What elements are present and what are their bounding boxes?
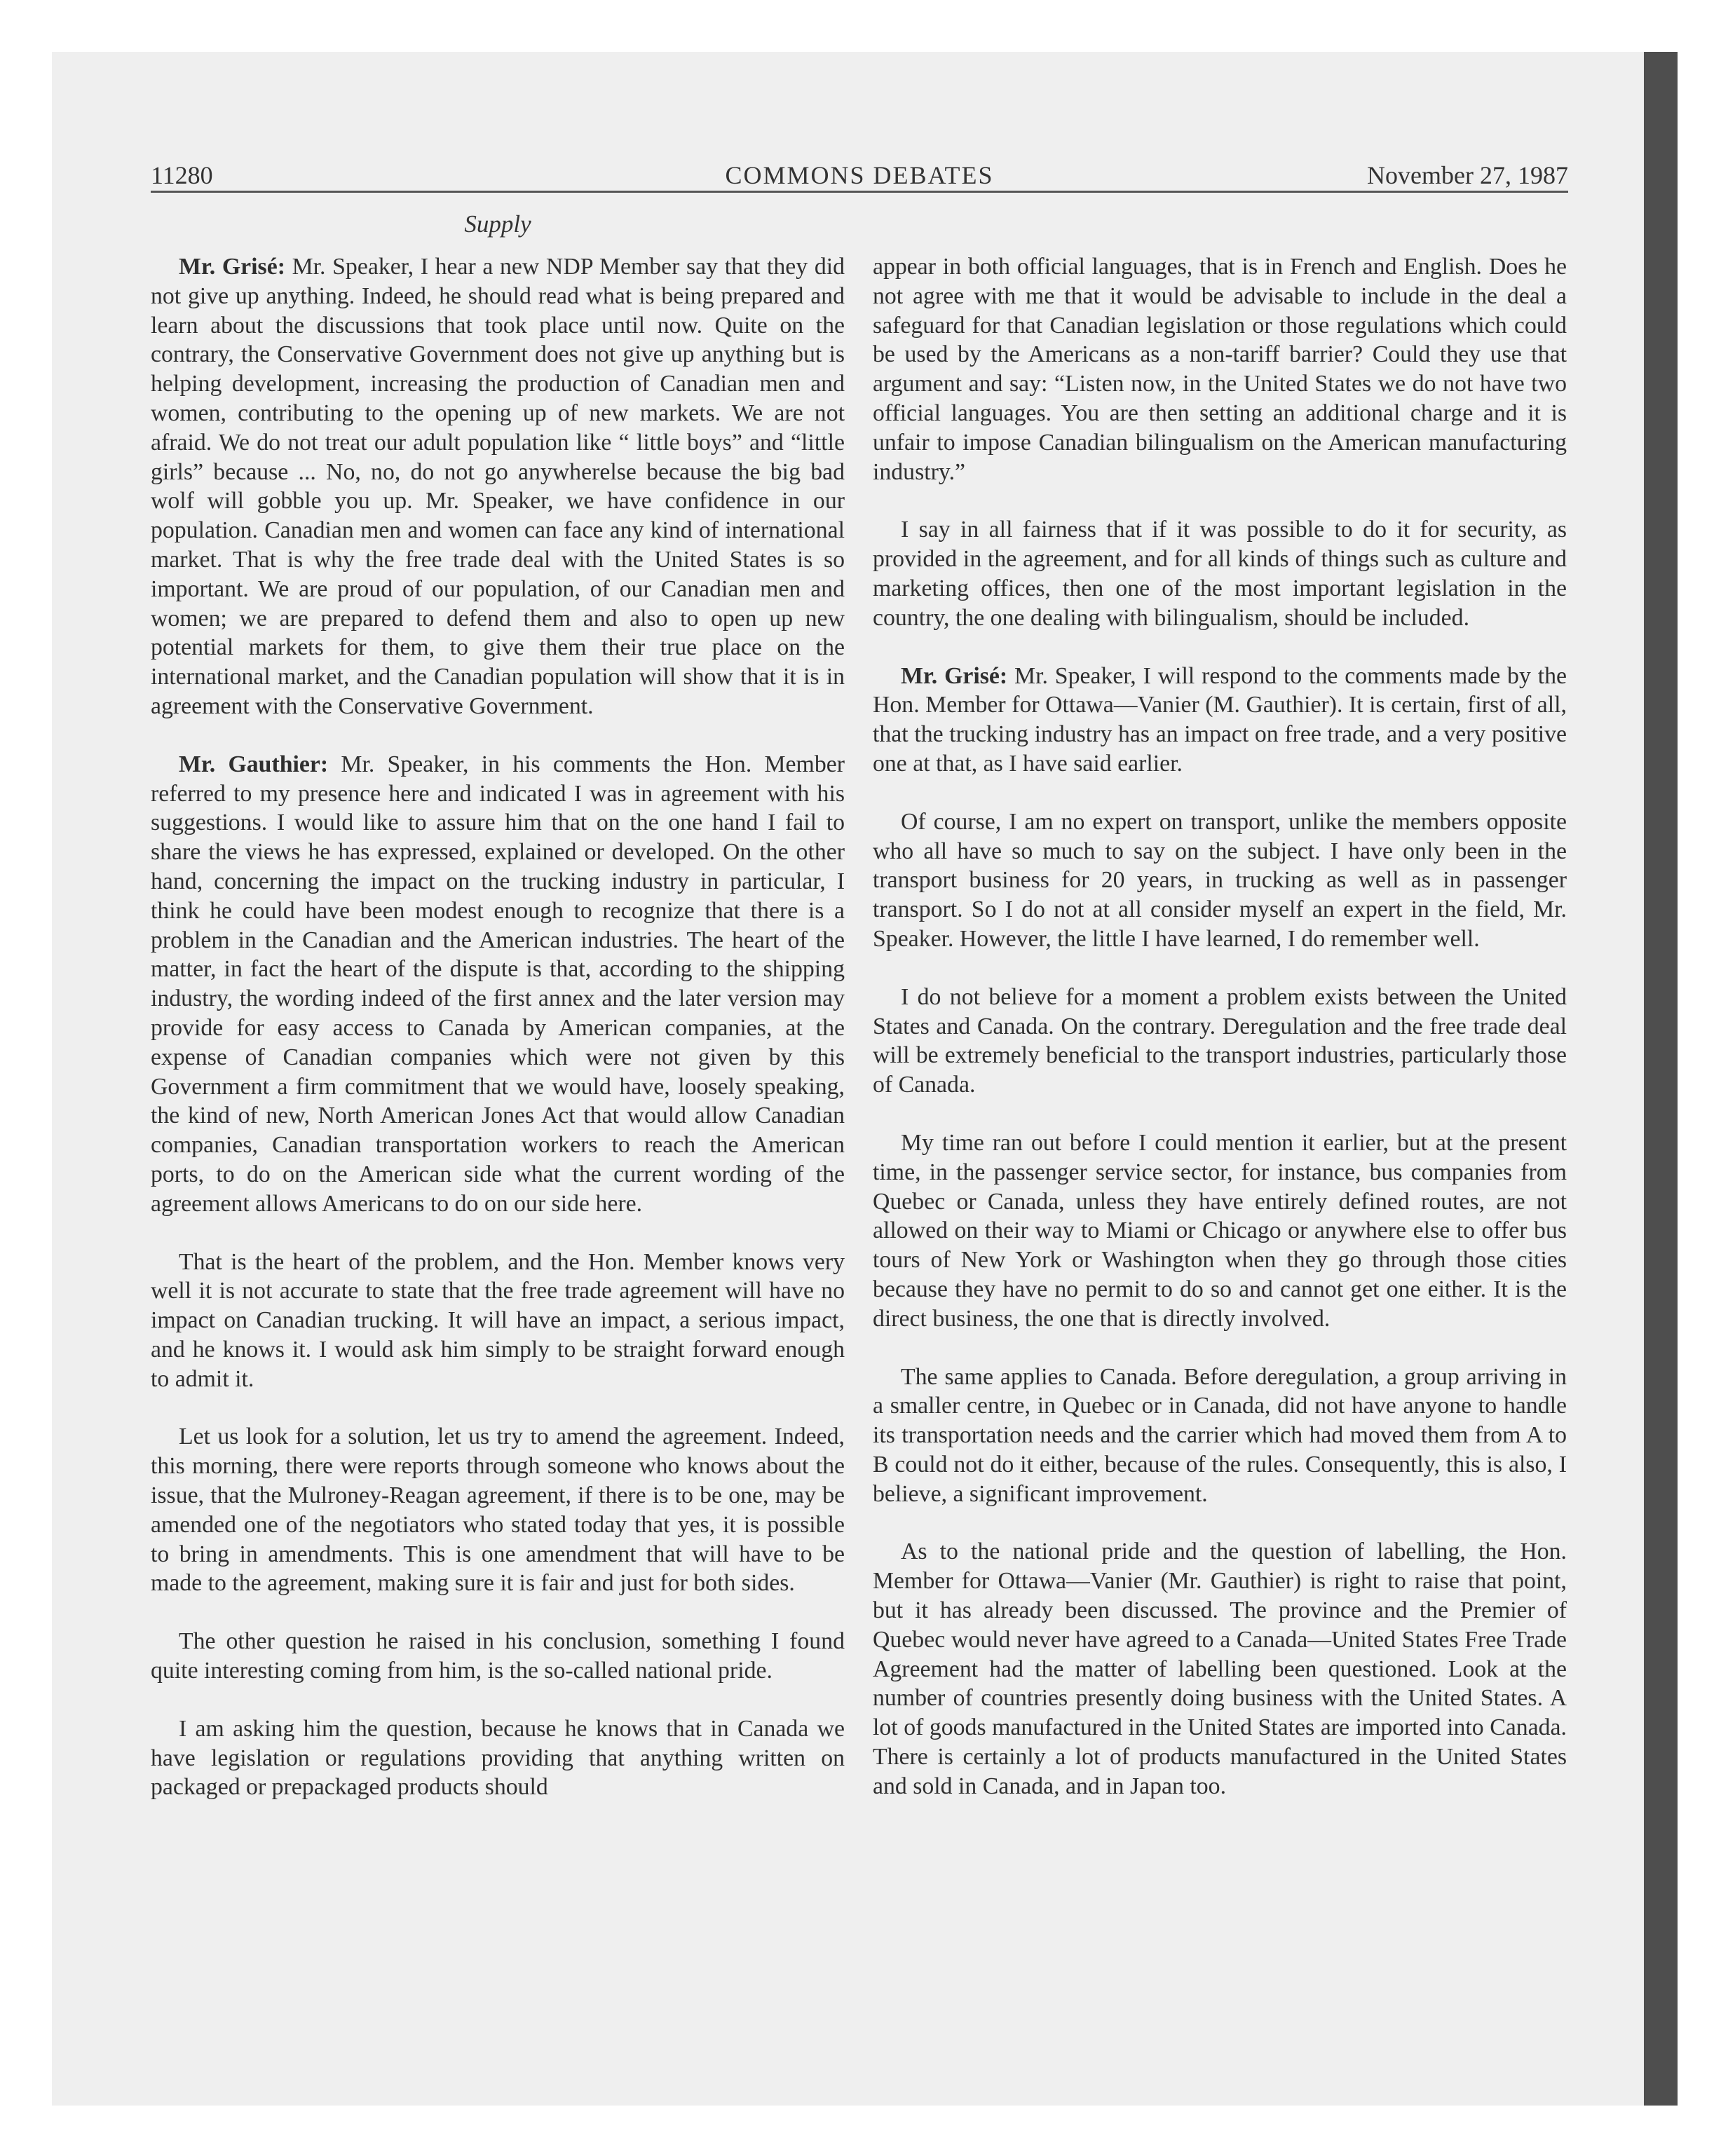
publication-title: COMMONS DEBATES: [725, 161, 994, 189]
paragraph-text: Mr. Speaker, I hear a new NDP Member say that they did not give up anything. Indeed, he should read what is being prepared and learn about the discussions that took place until now. Quite on the contrary, the Conservative Government does not give up anything but is helping development, increasing the production of Canadian men and women, contributing to the opening up of new markets. We are not afraid. We do not treat our adult population like “ little boys” and “little girls” because ... No, no, do not go anywherelse because the big bad wolf will gobble you up. Mr. Speaker, we have confidence in our population. Canadian men and women can face any kind of international market. That is why the free trade deal with the United States is so important. We are proud of our population, of our Canadian men and women; we are prepared to defend them and also to open up new potential markets for them, to give them their true place on the international market, and the Canadian population will show that it is in agreement with the Conservative Government.: [151, 254, 845, 719]
paragraph: [151, 1422, 845, 1598]
paragraph: [151, 1714, 845, 1802]
paragraph-text: Mr. Speaker, I will respond to the comments made by the Hon. Member for Ottawa—Vanier (M. Gauthier). It is certain, first of all, that the trucking industry has an impact on free trade, and a very positive one at that, as I have said earlier.: [873, 662, 1567, 777]
paragraph: [873, 1128, 1567, 1334]
paragraph-text: I say in all fairness that if it was possible to do it for security, as provided in the agreement, and for all kinds of things such as culture and marketing offices, then one of the most important legislation in the country, the one dealing with bilingualism, should be included.: [873, 517, 1567, 631]
paragraph-text: Mr. Speaker, in his comments the Hon. Member referred to my presence here and indicated I was in agreement with his suggestions. I would like to assure him that on the one hand I fail to share the views he has expressed, explained or developed. On the other hand, concerning the impact on the trucking industry in particular, I think he could have been modest enough to recognize that there is a problem in the Canadian and the American industries. The heart of the matter, in fact the heart of the dispute is that, according to the shipping industry, the wording indeed of the first annex and the later version may provide for easy access to Canada by American companies, at the expense of Canadian companies which were not given by this Government a firm commitment that we would have, loosely speaking, the kind of new, North American Jones Act that would allow Canadian companies, Canadian transportation workers to reach the American ports, to do on the American side what the current wording of the agreement allows Americans to do on our side here.: [151, 751, 845, 1217]
page-number: 11280: [151, 161, 213, 189]
paragraph: [151, 252, 845, 721]
paragraph-text: appear in both official languages, that is in French and English. Does he not agree with me that it would be advisable to include in the deal a safeguard for that Canadian legislation or those regulations which could be used by the Americans as a non-tariff barrier? Could they use that argument and say: “Listen now, in the United States we do not have two official languages. You are then setting an additional charge and it is unfair to impose Canadian bilingualism on the American manufacturing industry.”: [873, 254, 1567, 485]
paragraph-text: My time ran out before I could mention it earlier, but at the present time, in the passenger service sector, for instance, bus companies from Quebec or Canada, unless they have entirely defined routes, are not allowed on their way to Miami or Chicago or anywhere else to offer bus tours of New York or Washington when they go through those cities because they have no permit to do so and cannot get one either. It is the direct business, the one that is directly involved.: [873, 1129, 1567, 1332]
paragraph: [873, 1363, 1567, 1509]
paragraph: [873, 252, 1567, 486]
paragraph: [873, 1537, 1567, 1801]
speaker-name: Mr. Gauthier:: [179, 751, 329, 777]
paragraph: [873, 515, 1567, 632]
right-column: [873, 252, 1567, 1830]
paragraph: [873, 983, 1567, 1100]
paragraph: [873, 807, 1567, 954]
page-date: November 27, 1987: [1367, 161, 1568, 189]
left-column: [151, 252, 845, 1831]
paragraph-text: I am asking him the question, because he knows that in Canada we have legislation or regulations providing that anything written on packaged or prepackaged products should: [151, 1715, 845, 1801]
paragraph: [151, 1248, 845, 1394]
paragraph: [151, 750, 845, 1219]
paragraph-text: As to the national pride and the question of labelling, the Hon. Member for Ottawa—Vanier (Mr. Gauthier) is right to raise that point, but it has already been discussed. The province and the Premier of Quebec would never have agreed to a Canada—United States Free Trade Agreement had the matter of labelling been questioned. Look at the number of countries presently doing business with the United States. A lot of goods manufactured in the United States are imported into Canada. There is certainly a lot of products manufactured in the United States and sold in Canada, and in Japan too.: [873, 1538, 1567, 1799]
speaker-name: Mr. Grisé:: [179, 254, 285, 280]
paragraph: [873, 662, 1567, 779]
binding-edge: [1644, 52, 1678, 2106]
page-header: [151, 160, 1568, 193]
paragraph-text: That is the heart of the problem, and the Hon. Member knows very well it is not accurate to state that the free trade agreement will have no impact on Canadian trucking. It will have an impact, a serious impact, and he knows it. I would ask him simply to be straight forward enough to admit it.: [151, 1248, 845, 1392]
section-heading: Supply: [464, 210, 531, 238]
paragraph: [151, 1627, 845, 1686]
paragraph-text: The same applies to Canada. Before deregulation, a group arriving in a smaller centre, in Quebec or in Canada, did not have anyone to handle its transportation needs and the carrier which had moved them from A to B could not do it either, because of the rules. Consequently, this is also, I believe, a significant improvement.: [873, 1363, 1567, 1507]
paragraph-text: Of course, I am no expert on transport, unlike the members opposite who all have so much to say on the subject. I have only been in the transport business for 20 years, in trucking as well as in passenger transport. So I do not at all consider myself an expert in the field, Mr. Speaker. However, the little I have learned, I do remember well.: [873, 808, 1567, 952]
paragraph-text: Let us look for a solution, let us try to amend the agreement. Indeed, this morning, there were reports through someone who knows about the issue, that the Mulroney-Reagan agreement, if there is to be one, may be amended one of the negotiators who stated today that yes, it is possible to bring in amendments. This is one amendment that will have to be made to the agreement, making sure it is fair and just for both sides.: [151, 1424, 845, 1597]
speaker-name: Mr. Grisé:: [901, 662, 1008, 689]
paragraph-text: I do not believe for a moment a problem exists between the United States and Canada. On the contrary. Deregulation and the free trade deal will be extremely beneficial to the transport industries, particularly those of Canada.: [873, 983, 1567, 1098]
paragraph-text: The other question he raised in his conclusion, something I found quite interesting coming from him, is the so-called national pride.: [151, 1628, 845, 1684]
